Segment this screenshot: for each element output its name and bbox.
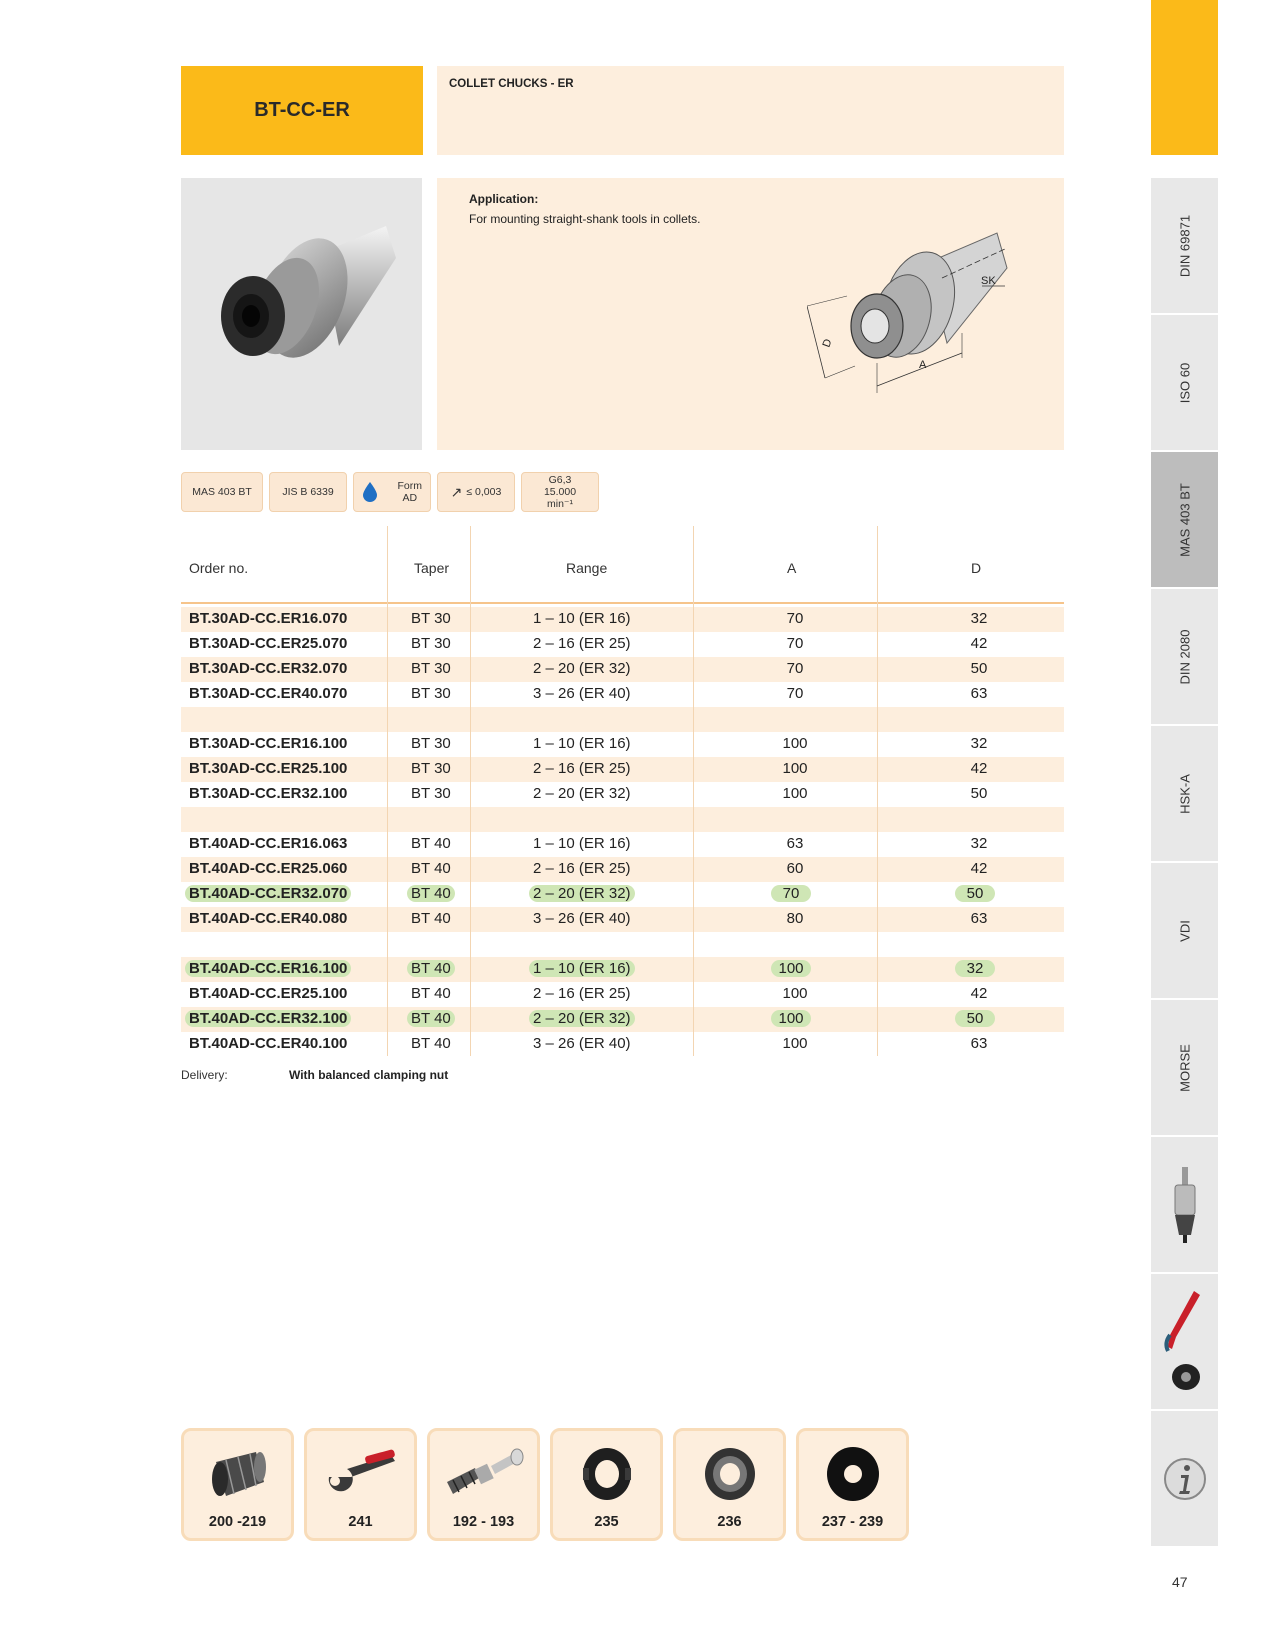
tag-mas-label: MAS 403 BT: [192, 486, 252, 498]
range: 3 – 26 (ER 40): [533, 910, 631, 927]
page-number: 47: [1172, 1574, 1188, 1590]
dim-d: 50: [970, 785, 988, 802]
order-no: BT.40AD-CC.ER16.100: [185, 960, 351, 977]
info-icon: [1163, 1457, 1207, 1501]
taper: BT 40: [407, 885, 455, 902]
dim-d: 50: [970, 660, 988, 677]
tag-balance-line2: 15.000 min⁻¹: [543, 486, 577, 510]
order-no: BT.30AD-CC.ER25.100: [189, 760, 348, 777]
table-row: [181, 1032, 1064, 1057]
taper: BT 30: [411, 785, 451, 802]
dim-a: 70: [786, 635, 804, 652]
table-row: [181, 607, 1064, 632]
dim-a: 100: [782, 735, 808, 752]
dim-d: 50: [955, 1010, 995, 1027]
order-no: BT.30AD-CC.ER16.100: [189, 735, 348, 752]
order-no: BT.40AD-CC.ER25.060: [189, 860, 348, 877]
nav-tab-label: MAS 403 BT: [1177, 482, 1192, 557]
tag-balance-line1: G6,3: [548, 474, 572, 486]
tag-jis-label: JIS B 6339: [282, 486, 334, 498]
nav-tab-label: VDI: [1177, 919, 1192, 942]
taper: BT 30: [411, 735, 451, 752]
sealing-disc-icon: [823, 1444, 883, 1504]
dim-a: 60: [786, 860, 804, 877]
taper: BT 40: [411, 910, 451, 927]
sk-label: SK: [981, 275, 996, 287]
nav-tab-din2080[interactable]: [1151, 589, 1218, 724]
nav-tab-info[interactable]: [1151, 1411, 1218, 1546]
order-no: BT.30AD-CC.ER40.070: [189, 685, 348, 702]
nav-tab-hsk-a[interactable]: [1151, 726, 1218, 861]
dim-d: 42: [970, 760, 988, 777]
table-row: [181, 657, 1064, 682]
dim-a: 100: [782, 785, 808, 802]
tag-runout: [437, 472, 515, 512]
dim-a: 70: [771, 885, 811, 902]
range: 1 – 10 (ER 16): [533, 610, 631, 627]
dim-d: 63: [970, 1035, 988, 1052]
nav-tab-iso60[interactable]: [1151, 315, 1218, 450]
accessory-tile-sealing-disc[interactable]: [796, 1428, 909, 1541]
product-photo: [181, 178, 422, 450]
clamping-nut-icon: [577, 1444, 637, 1504]
table-row: [181, 907, 1064, 932]
table-row-highlighted: [181, 882, 1064, 907]
accessory-page-ref: 235: [594, 1514, 619, 1530]
range: 3 – 26 (ER 40): [533, 685, 631, 702]
d-label: D: [820, 337, 835, 350]
table-row: [181, 832, 1064, 857]
collet-chuck-photo-icon: [181, 178, 422, 450]
runout-arrow-icon: ↗: [450, 484, 463, 500]
tag-form-line1: Form: [397, 480, 422, 492]
dim-d: 42: [970, 985, 988, 1002]
nav-tab-label: HSK-A: [1177, 773, 1192, 814]
order-no: BT.40AD-CC.ER40.080: [189, 910, 348, 927]
taper: BT 40: [411, 860, 451, 877]
category-block: [437, 66, 1064, 155]
table-row: [181, 757, 1064, 782]
table-row: [181, 632, 1064, 657]
clamping-nut-balanced-icon: [700, 1444, 760, 1504]
range: 2 – 16 (ER 25): [533, 760, 631, 777]
application-text: For mounting straight-shank tools in collets.: [469, 212, 701, 226]
table-row-highlighted: [181, 1007, 1064, 1032]
taper: BT 30: [411, 685, 451, 702]
order-no: BT.30AD-CC.ER32.100: [189, 785, 348, 802]
product-title-block: [181, 66, 423, 155]
wrench-and-nut-icon: [1160, 1287, 1210, 1397]
column-divider: [877, 526, 878, 1056]
taper: BT 30: [411, 610, 451, 627]
table-row: [181, 732, 1064, 757]
table-row: [181, 682, 1064, 707]
taper: BT 40: [411, 1035, 451, 1052]
col-d: D: [971, 560, 982, 576]
drill-chuck-icon: [1165, 1165, 1205, 1245]
table-header: [181, 526, 1064, 604]
dim-d: 32: [970, 835, 988, 852]
accessory-tile-clamping-nut[interactable]: [550, 1428, 663, 1541]
tag-form-line2: AD: [402, 492, 418, 504]
order-no: BT.40AD-CC.ER16.063: [189, 835, 348, 852]
dim-a: 70: [786, 610, 804, 627]
pull-stud-icon: [439, 1444, 529, 1504]
range: 2 – 20 (ER 32): [529, 885, 635, 902]
category-title: COLLET CHUCKS - ER: [449, 78, 574, 90]
dim-d: 50: [955, 885, 995, 902]
range: 3 – 26 (ER 40): [533, 1035, 631, 1052]
dim-a: 100: [771, 960, 811, 977]
accessory-page-ref: 200 -219: [208, 1514, 267, 1530]
a-label: A: [919, 359, 927, 371]
spec-tags: [181, 472, 599, 512]
range: 2 – 20 (ER 32): [533, 785, 631, 802]
nav-tab-mas403bt[interactable]: [1151, 452, 1218, 587]
order-no: BT.40AD-CC.ER32.070: [185, 885, 351, 902]
dim-d: 42: [970, 635, 988, 652]
dim-a: 100: [782, 1035, 808, 1052]
accessory-page-ref: 236: [717, 1514, 742, 1530]
dim-a: 70: [786, 685, 804, 702]
nav-tab-label: MORSE: [1177, 1043, 1192, 1092]
accessory-page-ref: 241: [348, 1514, 373, 1530]
taper: BT 30: [411, 660, 451, 677]
accessory-tile-wrench[interactable]: [304, 1428, 417, 1541]
table-spacer-row: [181, 707, 1064, 732]
dim-a: 100: [771, 1010, 811, 1027]
range: 2 – 20 (ER 32): [533, 660, 631, 677]
product-title: BT-CC-ER: [254, 99, 350, 121]
taper: BT 30: [411, 635, 451, 652]
column-divider: [470, 526, 471, 1056]
application-label: Application:: [469, 192, 539, 206]
order-no: BT.30AD-CC.ER32.070: [189, 660, 348, 677]
taper: BT 40: [407, 960, 455, 977]
dim-d: 32: [955, 960, 995, 977]
delivery-label: Delivery:: [181, 1068, 228, 1082]
order-no: BT.40AD-CC.ER40.100: [189, 1035, 348, 1052]
application-panel: [437, 178, 1064, 450]
range: 2 – 16 (ER 25): [533, 860, 631, 877]
dim-a: 100: [782, 985, 808, 1002]
range: 2 – 20 (ER 32): [529, 1010, 635, 1027]
col-a: A: [787, 560, 797, 576]
nav-tab-label: DIN 2080: [1177, 629, 1192, 684]
column-divider: [387, 526, 388, 1056]
taper: BT 40: [411, 985, 451, 1002]
nav-tab-drill-chuck[interactable]: [1151, 1137, 1218, 1272]
table-row-highlighted: [181, 957, 1064, 982]
range: 1 – 10 (ER 16): [533, 735, 631, 752]
dim-d: 63: [970, 685, 988, 702]
dim-a: 70: [786, 660, 804, 677]
nav-tab-accessories[interactable]: [1151, 1274, 1218, 1409]
tag-runout-label: ≤ 0,003: [466, 486, 502, 498]
dim-a: 80: [786, 910, 804, 927]
order-no: BT.40AD-CC.ER25.100: [189, 985, 348, 1002]
dim-d: 63: [970, 910, 988, 927]
col-order: Order no.: [189, 560, 249, 576]
order-no: BT.30AD-CC.ER25.070: [189, 635, 348, 652]
table-spacer-row: [181, 932, 1064, 957]
range: 2 – 16 (ER 25): [533, 985, 631, 1002]
accessory-page-ref: 237 - 239: [821, 1514, 884, 1530]
tag-mas: [181, 472, 263, 512]
taper: BT 30: [411, 760, 451, 777]
taper: BT 40: [411, 835, 451, 852]
range: 1 – 10 (ER 16): [529, 960, 635, 977]
tag-jis: [269, 472, 347, 512]
accessory-tiles: [181, 1428, 909, 1541]
dim-d: 32: [970, 610, 988, 627]
nav-tab-vdi[interactable]: [1151, 863, 1218, 998]
col-range: Range: [566, 560, 608, 576]
dim-d: 42: [970, 860, 988, 877]
accessory-tile-balanced-nut[interactable]: [673, 1428, 786, 1541]
dim-d: 32: [970, 735, 988, 752]
tag-form: [353, 472, 431, 512]
accessory-tile-pull-stud[interactable]: [427, 1428, 540, 1541]
table-row: [181, 857, 1064, 882]
column-divider: [693, 526, 694, 1056]
range: 1 – 10 (ER 16): [533, 835, 631, 852]
order-no: BT.40AD-CC.ER32.100: [185, 1010, 351, 1027]
range: 2 – 16 (ER 25): [533, 635, 631, 652]
nav-tab-morse[interactable]: [1151, 1000, 1218, 1135]
dim-a: 63: [786, 835, 804, 852]
taper: BT 40: [407, 1010, 455, 1027]
dim-a: 100: [782, 760, 808, 777]
tag-balance: [521, 472, 599, 512]
table-row: [181, 982, 1064, 1007]
delivery-value: With balanced clamping nut: [289, 1068, 449, 1082]
nav-tab-label: ISO 60: [1177, 362, 1192, 403]
nav-accent-block: [1151, 0, 1218, 155]
accessory-page-ref: 192 - 193: [452, 1514, 515, 1530]
coolant-drop-icon: [362, 481, 378, 503]
col-taper: Taper: [414, 560, 450, 576]
accessory-tile-collet[interactable]: [181, 1428, 294, 1541]
wrench-icon: [321, 1449, 401, 1499]
dimension-drawing-icon: [807, 208, 1037, 408]
nav-tab-din69871[interactable]: [1151, 178, 1218, 313]
nav-tab-label: DIN 69871: [1177, 214, 1192, 277]
collet-icon: [206, 1444, 270, 1504]
order-no: BT.30AD-CC.ER16.070: [189, 610, 348, 627]
table-row: [181, 782, 1064, 807]
table-spacer-row: [181, 807, 1064, 832]
